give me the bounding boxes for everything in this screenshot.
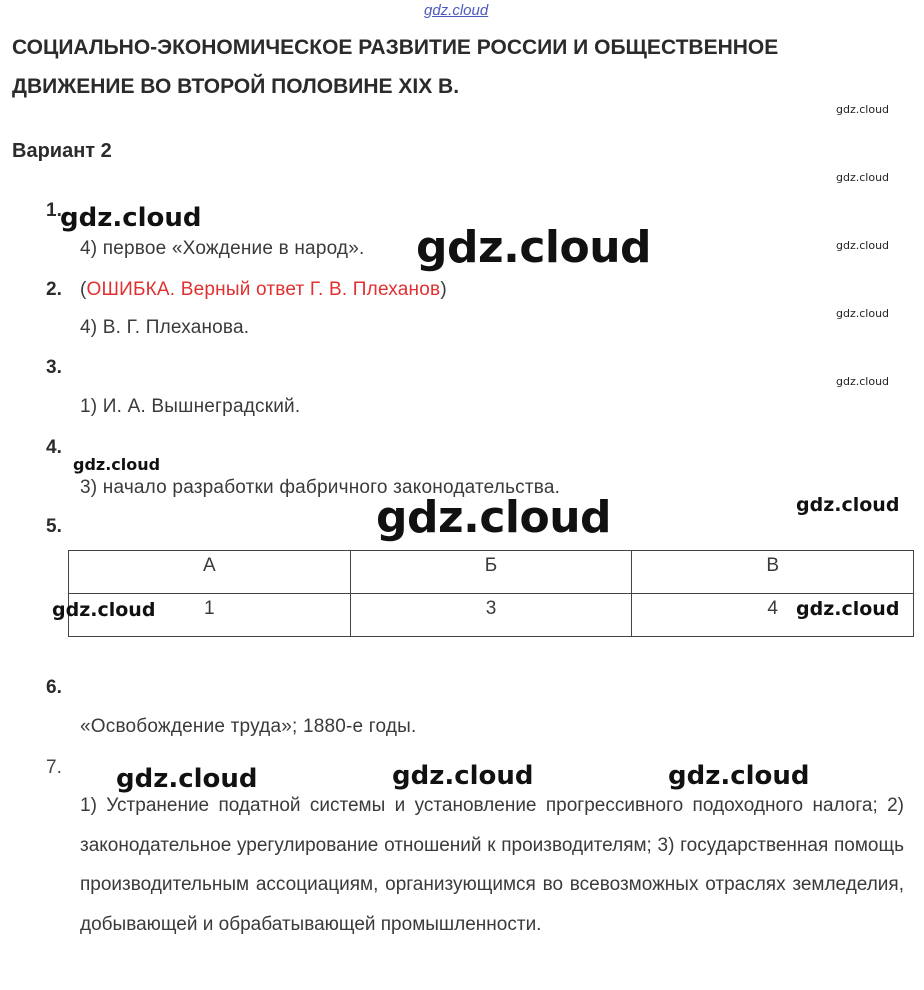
watermark: gdz.cloud xyxy=(116,764,258,794)
answer-1: 4) первое «Хождение в народ». xyxy=(80,238,365,259)
watermark: gdz.cloud xyxy=(52,599,156,621)
answer-7: 1) Устранение податной системы и установление прогрессивного подоходного налога; 2) законодательное урегулирование отношений к производителям; 3) государственная помощь производительным ассоциациям, организующимся во всевозможных отраслях земледелия, добывающей и обрабатывающей промышленности. xyxy=(80,795,904,935)
question-number-7: 7. xyxy=(46,757,62,778)
answer-2: 4) В. Г. Плеханова. xyxy=(80,317,250,338)
variant-heading: Вариант 2 xyxy=(12,140,112,162)
table-cell: 4 xyxy=(632,594,914,637)
watermark: gdz.cloud xyxy=(376,492,612,543)
watermark: gdz.cloud xyxy=(73,455,161,474)
watermark: gdz.cloud xyxy=(60,203,202,233)
question-number-4: 4. xyxy=(46,437,62,458)
error-note xyxy=(80,279,447,301)
watermark: gdz.cloud xyxy=(416,222,652,273)
watermark: gdz.cloud xyxy=(836,171,890,184)
watermark: gdz.cloud xyxy=(796,494,900,516)
question-number-1: 1. xyxy=(46,200,62,221)
watermark: gdz.cloud xyxy=(836,375,890,388)
watermark: gdz.cloud xyxy=(836,103,890,116)
error-note-text: ОШИБКА. Верный ответ Г. В. Плеханов xyxy=(86,279,441,300)
table-header-cell: В xyxy=(632,551,914,594)
watermark: gdz.cloud xyxy=(392,761,534,791)
watermark: gdz.cloud xyxy=(836,307,890,320)
question-number-6: 6. xyxy=(46,677,62,698)
question-number-5: 5. xyxy=(46,516,62,537)
answer-6: «Освобождение труда»; 1880-е годы. xyxy=(80,716,417,737)
error-note-open: ( xyxy=(80,279,87,300)
question-number-2: 2. xyxy=(46,279,62,300)
table-header-cell: Б xyxy=(350,551,632,594)
table-cell: 3 xyxy=(350,594,632,637)
page-title-line-1: СОЦИАЛЬНО-ЭКОНОМИЧЕСКОЕ РАЗВИТИЕ РОССИИ И ОБЩЕСТВЕННОЕ xyxy=(12,36,779,59)
table-header-cell: А xyxy=(69,551,351,594)
table-row xyxy=(69,594,914,637)
watermark: gdz.cloud xyxy=(796,598,900,620)
watermark: gdz.cloud xyxy=(836,239,890,252)
watermark: gdz.cloud xyxy=(668,761,810,791)
answer-4: 3) начало разработки фабричного законодательства. xyxy=(80,477,561,498)
error-note-close: ) xyxy=(440,279,447,300)
answer-table xyxy=(68,550,914,637)
table-header-row xyxy=(69,551,914,594)
answer-3: 1) И. А. Вышнеградский. xyxy=(80,396,301,417)
header-watermark: gdz.cloud xyxy=(424,2,489,19)
table-cell: 1 xyxy=(69,594,351,637)
question-number-3: 3. xyxy=(46,357,62,378)
page-title-line-2: ДВИЖЕНИЕ ВО ВТОРОЙ ПОЛОВИНЕ XIX В. xyxy=(12,75,460,98)
